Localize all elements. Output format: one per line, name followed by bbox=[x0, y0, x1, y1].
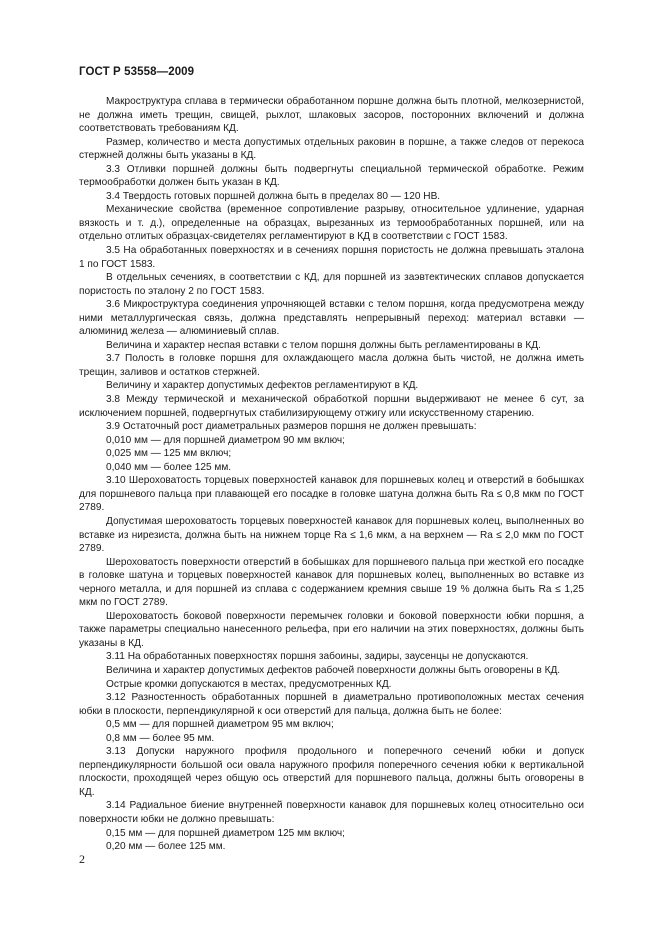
list-item: 0,15 мм — для поршней диаметром 125 мм включ; bbox=[106, 827, 345, 839]
document-header: ГОСТ Р 53558—2009 bbox=[79, 66, 195, 78]
paragraph: Механические свойства (временное сопротивление разрыву, относительное удлинение, ударная вязкость и т. д.), определенные на образцах, вырезанных из термообработанных поршней, или на отдельно отлитых образцах-свидетелях регламентируют в КД в соответствии с ГОСТ 1583. bbox=[79, 204, 584, 243]
paragraph: В отдельных сечениях, в соответствии с КД, для поршней из заэвтектических сплавов допускается пористость по эталону 2 по ГОСТ 1583. bbox=[79, 272, 584, 297]
clause-3-6: 3.6 Микроструктура соединения упрочняющей вставки с телом поршня, когда предусмотрена между ними металлургическая связь, должна представлять непрерывный переход: материал вставки — алюминид железа — алюминиевый сплав. bbox=[79, 299, 584, 338]
clause-3-5: 3.5 На обработанных поверхностях и в сечениях поршня пористость не должна превышать эталона 1 по ГОСТ 1583. bbox=[79, 245, 584, 270]
clause-3-8: 3.8 Между термической и механической обработкой поршни выдерживают не менее 6 сут, за исключением поршней, подвергнутых стабилизирующему отжигу или искусственному старению. bbox=[79, 394, 584, 419]
list-item: 0,025 мм — 125 мм включ; bbox=[106, 448, 232, 460]
paragraph: Допустимая шероховатость торцевых поверхностей канавок для поршневых колец, выполненных во вставке из нирезиста, должна быть на нижнем торце Ra ≤ 1,6 мкм, а на верхнем — Ra ≤ 2,0 мкм по ГОСТ 2789. bbox=[79, 515, 584, 555]
list-item: 0,5 мм — для поршней диаметром 95 мм включ; bbox=[106, 719, 334, 731]
clause-3-13: 3.13 Допуски наружного профиля продольного и поперечного сечений юбки и допуск перпендикулярности большой оси овала наружного профиля поперечного сечения юбки к вертикальной плоскости, проходящей через общую ось отверстий для поршневого пальца, должны быть оговорены в КД. bbox=[79, 746, 584, 798]
paragraph: Шероховатость поверхности отверстий в бобышках для поршневого пальца при жесткой его посадке в головке шатуна и торцевых поверхностей канавок для поршневых колец, выполненных во вставке из черного металла, и для поршней из сплава с содержанием кремния свыше 19 % должна быть Ra ≤ 1,25 мкм по ГОСТ 2789. bbox=[79, 556, 584, 609]
document-body bbox=[79, 95, 584, 854]
list-item: 0,010 мм — для поршней диаметром 90 мм включ; bbox=[106, 434, 345, 446]
paragraph: Величина и характер неспая вставки с телом поршня должны быть регламентированы в КД. bbox=[106, 339, 541, 351]
clause-3-3: 3.3 Отливки поршней должны быть подвергнуты специальной термической обработке. Режим термообработки должен быть указан в КД. bbox=[79, 163, 584, 189]
paragraph: Размер, количество и места допустимых отдельных раковин в поршне, а также следов от перекоса стержней должны быть указаны в КД. bbox=[79, 136, 584, 162]
clause-3-4: 3.4 Твердость готовых поршней должна быть в пределах 80 — 120 НВ. bbox=[106, 190, 441, 202]
paragraph: Острые кромки допускаются в местах, предусмотренных КД. bbox=[106, 678, 392, 690]
page-number: 2 bbox=[79, 852, 85, 866]
clause-3-9: 3.9 Остаточный рост диаметральных размеров поршня не должен превышать: bbox=[106, 421, 477, 433]
paragraph: Величину и характер допустимых дефектов регламентируют в КД. bbox=[106, 380, 419, 392]
clause-3-12: 3.12 Разностенность обработанных поршней в диаметрально противоположных местах сечения юбки в плоскости, перпендикулярной к оси отверстий для пальца, должна быть не более: bbox=[79, 692, 584, 717]
list-item: 0,20 мм — более 125 мм. bbox=[106, 841, 226, 853]
clause-3-11: 3.11 На обработанных поверхностях поршня забоины, задиры, заусенцы не допускаются. bbox=[106, 651, 529, 663]
clause-3-14: 3.14 Радиальное биение внутренней поверхности канавок для поршневых колец относительно оси поверхности юбки не должно превышать: bbox=[79, 800, 584, 825]
clause-3-10: 3.10 Шероховатость торцевых поверхностей канавок для поршневых колец и отверстий в бобышках для поршневого пальца при плавающей его посадке в головке шатуна должна быть Ra ≤ 0,8 мкм по ГОСТ 2789. bbox=[79, 475, 584, 514]
list-item: 0,8 мм — более 95 мм. bbox=[106, 732, 215, 744]
paragraph: Макроструктура сплава в термически обработанном поршне должна быть плотной, мелкозернистой, не должна иметь трещин, свищей, рыхлот, шлаковых засоров, посторонних включений и должна соответствовать требованиям КД. bbox=[79, 96, 584, 135]
list-item: 0,040 мм — более 125 мм. bbox=[106, 461, 232, 473]
paragraph: Величина и характер допустимых дефектов рабочей поверхности должны быть оговорены в КД. bbox=[106, 664, 561, 676]
paragraph: Шероховатость боковой поверхности перемычек головки и боковой поверхности юбки поршня, а также параметры специально нанесенного рельефа, при его наличии на этих поверхностях, должны быть указаны в КД. bbox=[79, 610, 584, 649]
clause-3-7: 3.7 Полость в головке поршня для охлаждающего масла должна быть чистой, не должна иметь трещин, заливов и остатков стержней. bbox=[79, 353, 584, 378]
